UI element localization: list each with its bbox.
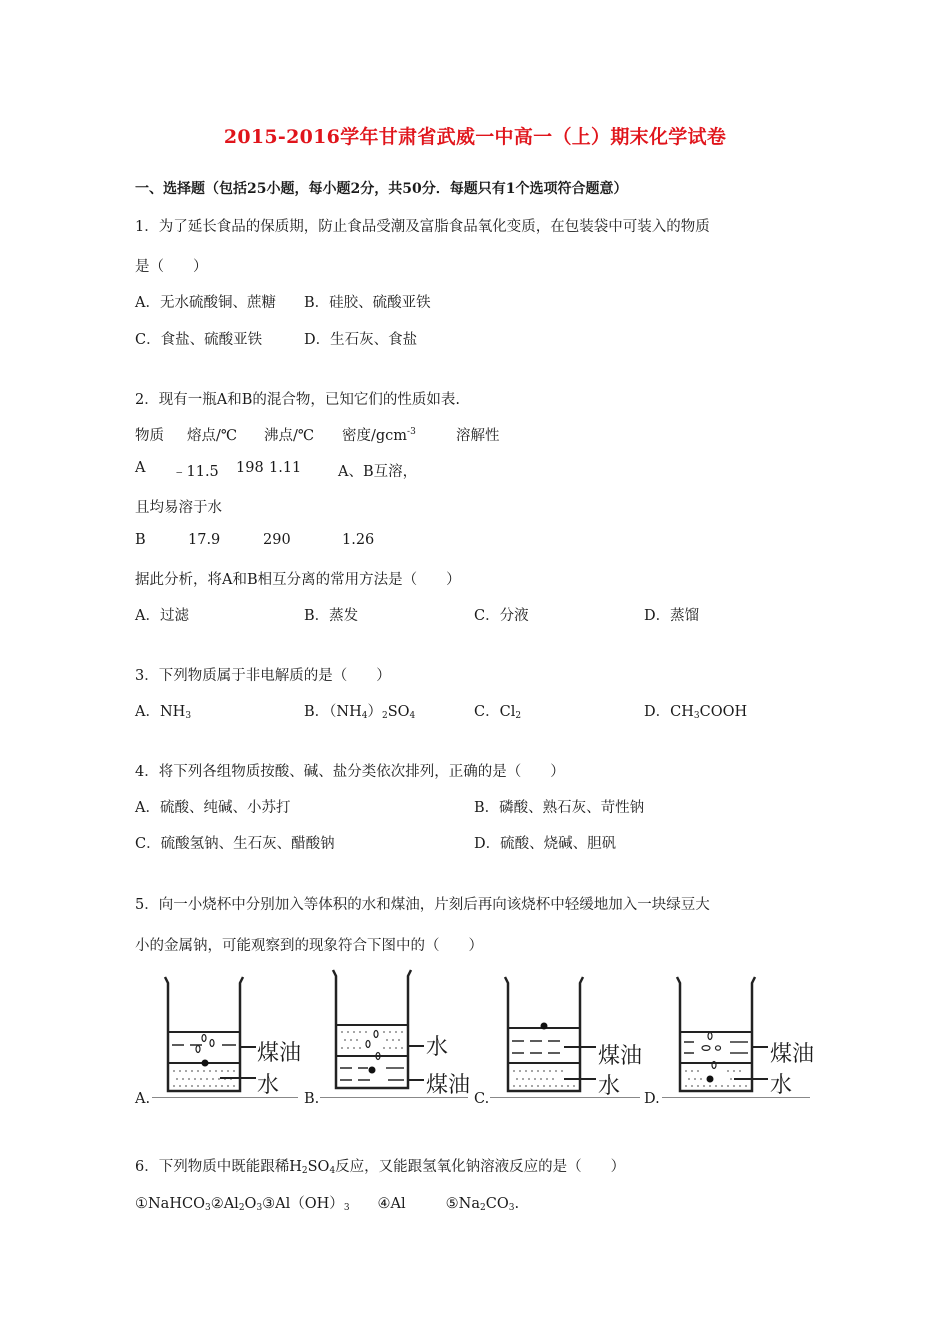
q2-option-a: A．过滤 bbox=[135, 608, 189, 624]
q2-row-b-name: B bbox=[135, 532, 146, 548]
figure-d-top-liquid-label: 煤油 bbox=[770, 1042, 815, 1067]
q6-item-4: ④Al bbox=[377, 1196, 406, 1212]
figure-b-label: B. bbox=[304, 1091, 320, 1107]
q2-header-substance: 物质 bbox=[135, 428, 164, 444]
q2-row-b-bp: 290 bbox=[263, 532, 291, 548]
figure-c-top-liquid-label: 煤油 bbox=[598, 1044, 643, 1069]
q2-header-bp: 沸点/℃ bbox=[264, 428, 315, 444]
q2-option-c: C．分液 bbox=[474, 608, 529, 624]
figure-c-label: C. bbox=[474, 1091, 490, 1107]
q2-stem: 2．现有一瓶A和B的混合物，已知它们的性质如表. bbox=[135, 392, 460, 408]
q6-stem: 6．下列物质中既能跟稀$H_2SO_4$反应，又能跟氢氧化钠溶液反应的是（ ） bbox=[135, 1159, 626, 1176]
q2-row-a-solubility-cont: 且均易溶于水 bbox=[135, 500, 222, 516]
figure-b-bottom-liquid-label: 煤油 bbox=[426, 1073, 471, 1098]
q1-stem-line1: 1．为了延长食品的保质期，防止食品受潮及富脂食品氧化变质，在包装袋中可装入的物质 bbox=[135, 219, 710, 235]
figure-d-label: D. bbox=[644, 1091, 660, 1107]
q2-question: 据此分析，将A和B相互分离的常用方法是（ ） bbox=[135, 572, 461, 588]
q1-option-a: A．无水硫酸铜、蔗糖 bbox=[135, 295, 276, 311]
figure-c-bottom-liquid-label: 水 bbox=[598, 1074, 621, 1099]
q2-row-a-name: A bbox=[135, 460, 146, 476]
q2-header-solubility: 溶解性 bbox=[456, 428, 500, 444]
q3-option-b: B．$(NH_4)_2SO_4$ bbox=[304, 704, 416, 721]
q2-header-density: 密度/gcm$^{-3}$ bbox=[342, 427, 416, 444]
q3-stem: 3．下列物质属于非电解质的是（ ） bbox=[135, 668, 391, 684]
q4-option-b: B．磷酸、熟石灰、苛性钠 bbox=[474, 800, 645, 816]
q6-item-3: $③Al(OH)_3$ bbox=[262, 1196, 350, 1213]
figure-a-bottom-liquid-label: 水 bbox=[257, 1073, 280, 1098]
q1-stem-line2: 是（ ） bbox=[135, 259, 208, 275]
q4-option-d: D．硫酸、烧碱、胆矾 bbox=[474, 836, 617, 852]
q4-option-a: A．硫酸、纯碱、小苏打 bbox=[135, 800, 291, 816]
q2-row-a-bp: 198 bbox=[236, 460, 264, 476]
q5-stem-line1: 5．向一小烧杯中分别加入等体积的水和煤油，片刻后再向该烧杯中轻缓地加入一块绿豆大 bbox=[135, 897, 710, 913]
q2-option-b: B．蒸发 bbox=[304, 608, 359, 624]
q2-row-a-density: 1.11 bbox=[269, 460, 302, 476]
page-title: 2015-2016学年甘肃省武威一中高一（上）期末化学试卷 bbox=[223, 126, 727, 148]
figure-d-bottom-liquid-label: 水 bbox=[770, 1073, 793, 1098]
q2-row-b-density: 1.26 bbox=[342, 532, 375, 548]
q2-option-d: D．蒸馏 bbox=[644, 608, 700, 624]
q4-stem: 4．将下列各组物质按酸、碱、盐分类依次排列，正确的是（ ） bbox=[135, 764, 565, 780]
q1-option-c: C．食盐、硫酸亚铁 bbox=[135, 332, 263, 348]
q2-row-b-mp: 17.9 bbox=[188, 532, 221, 548]
q1-option-d: D．生石灰、食盐 bbox=[304, 332, 418, 348]
q1-option-b: B．硅胶、硫酸亚铁 bbox=[304, 295, 431, 311]
q6-item-5: $⑤Na_2CO_3$. bbox=[445, 1196, 520, 1213]
section-heading: 一、选择题（包括25小题，每小题2分，共50分．每题只有1个选项符合题意） bbox=[135, 181, 628, 197]
q3-option-d: D．$CH_3COOH$ bbox=[644, 704, 748, 721]
q5-stem-line2: 小的金属钠，可能观察到的现象符合下图中的（ ） bbox=[135, 938, 483, 954]
figure-a-top-liquid-label: 煤油 bbox=[257, 1041, 302, 1066]
q4-option-c: C．硫酸氢钠、生石灰、醋酸钠 bbox=[135, 836, 335, 852]
q2-row-a-solubility: A、B互溶， bbox=[338, 464, 418, 480]
q2-header-mp: 熔点/℃ bbox=[187, 428, 238, 444]
q3-option-c: C．$Cl_2$ bbox=[474, 704, 522, 721]
q6-item-2: $②Al_2O_3$ bbox=[210, 1196, 263, 1213]
q6-items bbox=[135, 1192, 519, 1213]
q6-item-1: ①NaHCO$_3$ bbox=[135, 1196, 211, 1213]
q3-option-a: A．$NH_3$ bbox=[135, 704, 192, 721]
figure-a-label: A. bbox=[135, 1091, 151, 1107]
figure-b-top-liquid-label: 水 bbox=[426, 1035, 449, 1060]
q2-row-a-mp: ﹣11.5 bbox=[172, 464, 219, 480]
